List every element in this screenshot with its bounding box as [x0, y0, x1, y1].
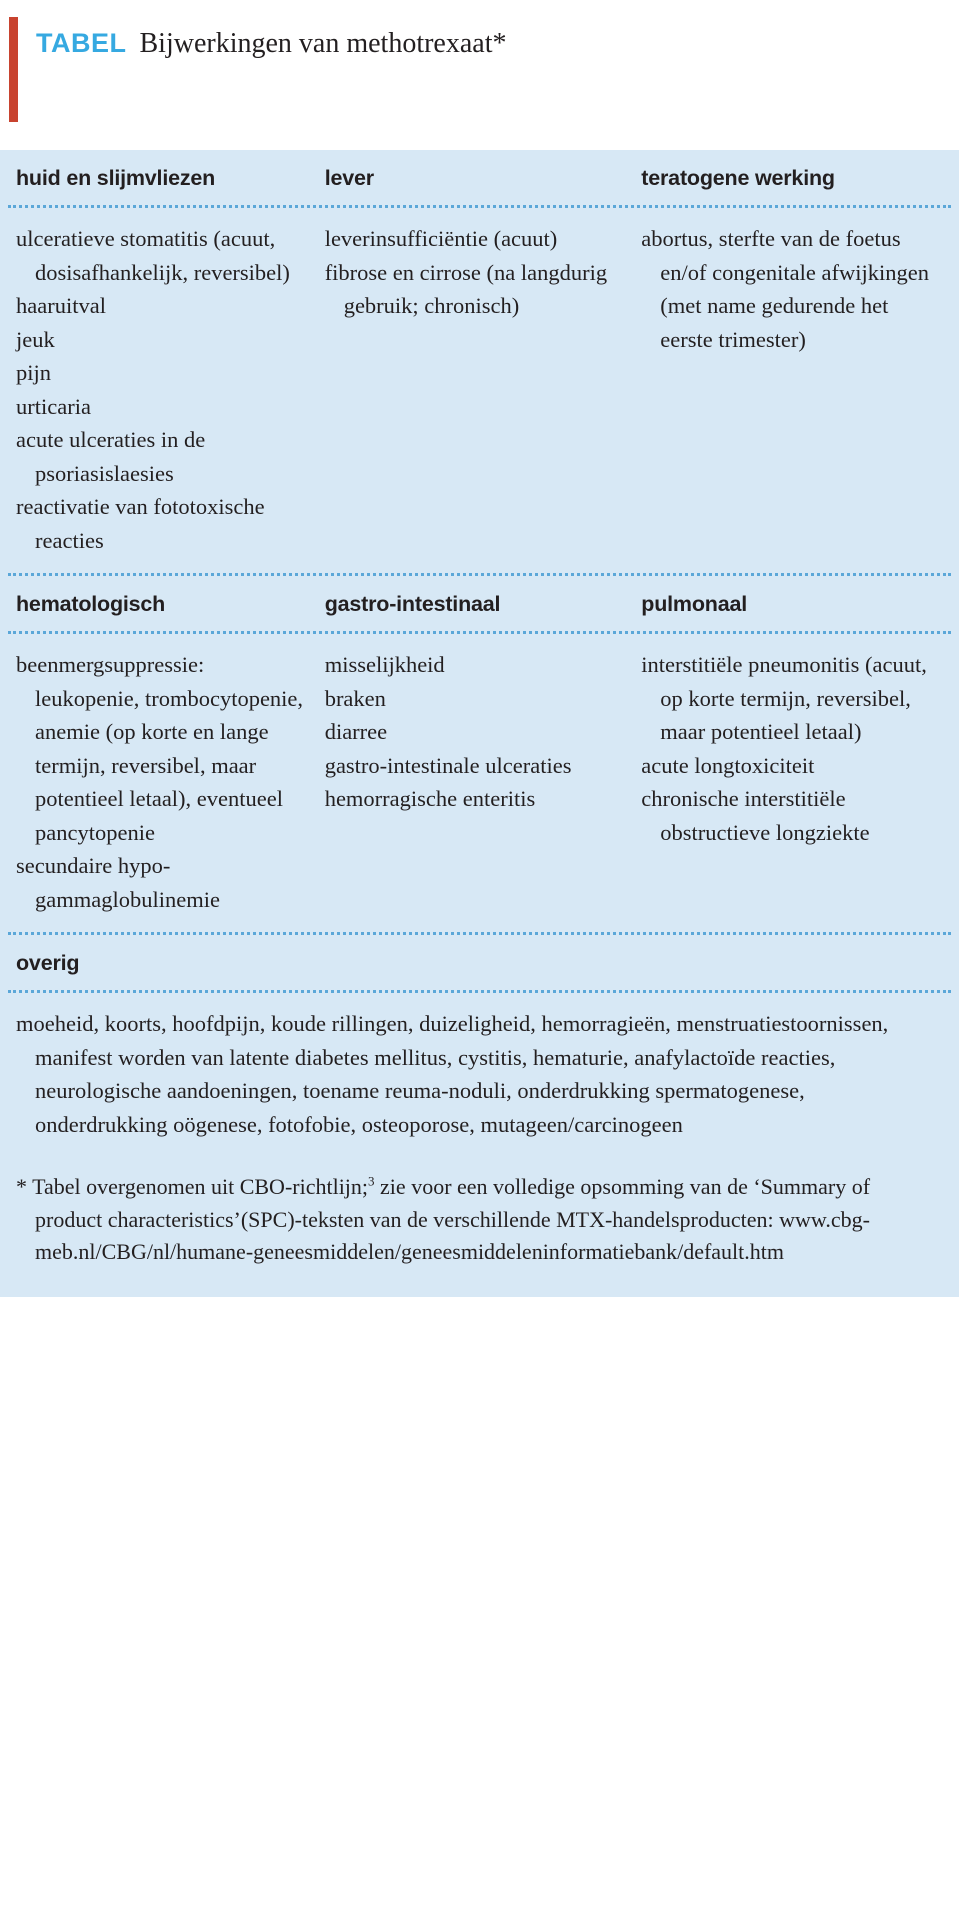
footnote-part-1: Tabel overgenomen uit CBO-richtlijn; — [27, 1174, 369, 1199]
section-1-header-row — [0, 150, 959, 205]
list-item: hemorragische enteritis — [324, 786, 536, 811]
section-1-col-1-cell — [16, 222, 325, 557]
section-1-content-row — [0, 208, 959, 573]
entry-list-lever — [325, 222, 630, 323]
list-item: pijn — [16, 360, 52, 385]
list-item: gastro-intestinale ulceraties — [324, 752, 572, 778]
table-body — [0, 150, 959, 1297]
section-2-col-2-cell — [325, 648, 642, 816]
list-item: braken — [324, 685, 386, 711]
section-1-col-3-cell — [641, 222, 949, 356]
section-1-col-2-cell — [325, 222, 642, 323]
column-header-pulmonaal: pulmonaal — [641, 592, 748, 616]
footnote-reference-number: 3 — [368, 1173, 375, 1189]
column-header-huid-en-slijmvliezen: huid en slijmvliezen — [16, 166, 216, 190]
list-item: acute longtoxiciteit — [641, 752, 815, 778]
table-section-2 — [0, 573, 959, 932]
table-kicker-label: TABEL — [36, 28, 127, 58]
footnote-block — [0, 1151, 959, 1297]
page-title: Bijwerkingen van methotrexaat* — [139, 28, 507, 59]
table-section-1 — [0, 150, 959, 573]
entry-list-pulmonaal — [641, 648, 937, 849]
list-item: chronische interstitiële obstructieve longziekte — [641, 786, 870, 845]
list-item: beenmergsuppressie: leukopenie, trombocytopenie, anemie (op korte en lange termijn, reversibel, maar potentieel letaal), eventueel pancytopenie — [16, 652, 304, 845]
section-2-col-1-cell — [16, 648, 325, 916]
overig-paragraph: moeheid, koorts, hoofdpijn, koude rillingen, duizeligheid, hemorragieën, menstruatiestoornissen, manifest worden van latente diabetes mellitus, cystitis, hematurie, anafylactoïde reacties, neurologische aandoeningen, toename reuma-noduli, onderdrukking spermatogenese, onderdrukking oögenese, fotofobie, osteoporose, mutageen/carcinogeen — [16, 1011, 889, 1137]
column-header-teratogene-werking: teratogene werking — [641, 166, 835, 190]
list-item: abortus, sterfte van de foetus en/of congenitale afwijkingen (met name gedurende het eerste trimester) — [641, 226, 929, 352]
section-1-col-3-header-cell — [641, 166, 949, 191]
accent-bar — [9, 17, 18, 122]
column-header-lever: lever — [324, 166, 374, 190]
table-section-overig — [0, 932, 959, 1297]
entry-list-hematologisch — [16, 648, 313, 916]
entry-list-huid-en-slijmvliezen — [16, 222, 313, 557]
list-item: acute ulceraties in de psoriasislaesies — [16, 427, 206, 486]
footnote-marker: * — [16, 1174, 27, 1199]
footnote-part-2: zie voor een volledige opsomming van de ‘Summary of product characteristics’(SPC)-teksten van de verschillende MTX-handelsproducten: www.cbg-meb.nl/CBG/nl/humane-geneesmiddelen/geneesmiddeleninformatiebank/default.htm — [35, 1174, 871, 1264]
list-item: misselijkheid — [324, 652, 445, 677]
entry-list-gastro-intestinaal — [325, 648, 630, 816]
section-1-col-2-header-cell — [325, 166, 642, 191]
list-item: reactivatie van fototoxische reacties — [16, 494, 265, 553]
list-item: ulceratieve stomatitis (acuut, dosisafhankelijk, reversibel) — [16, 226, 290, 285]
list-item: leverinsufficiëntie (acuut) — [324, 226, 558, 251]
column-header-gastro-intestinaal: gastro-intestinaal — [324, 592, 501, 616]
section-2-col-3-cell — [641, 648, 949, 849]
list-item: interstitiële pneumonitis (acuut, op korte termijn, reversibel, maar potentieel letaal) — [641, 652, 927, 744]
section-1-col-1-header-cell — [16, 166, 325, 191]
list-item: diarree — [324, 719, 388, 744]
column-header-overig: overig — [16, 951, 80, 975]
overig-header-row — [0, 935, 959, 990]
list-item: secundaire hypo-gammaglobulinemie — [16, 853, 220, 912]
overig-content-row — [0, 993, 959, 1151]
section-2-content-row — [0, 634, 959, 932]
list-item: urticaria — [16, 393, 91, 419]
figure-title-block — [0, 0, 959, 150]
section-2-col-1-header-cell — [16, 592, 325, 617]
section-2-header-row — [0, 576, 959, 631]
entry-list-teratogene-werking — [641, 222, 937, 356]
column-header-hematologisch: hematologisch — [16, 592, 166, 616]
title-row — [36, 28, 507, 60]
list-item: jeuk — [16, 326, 55, 352]
list-item: fibrose en cirrose (na langdurig gebruik; chronisch) — [324, 259, 608, 318]
section-2-col-3-header-cell — [641, 592, 949, 617]
overig-header-cell — [16, 951, 328, 976]
section-2-col-2-header-cell — [325, 592, 642, 617]
list-item: haaruitval — [16, 293, 106, 318]
footnote-text — [16, 1171, 933, 1269]
